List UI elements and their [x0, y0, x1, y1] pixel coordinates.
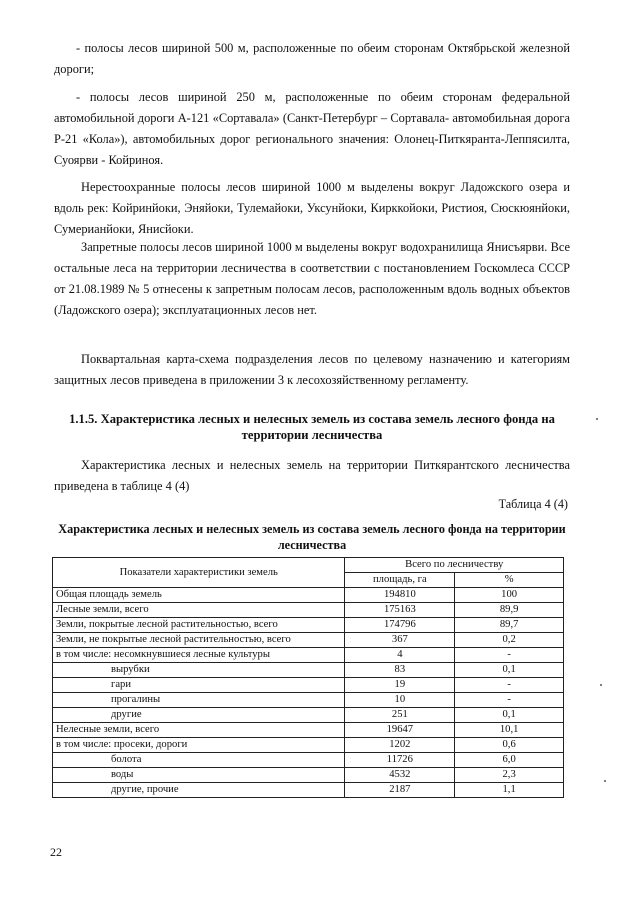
row-label: болота [53, 753, 345, 768]
table-row [53, 603, 564, 618]
table-row [53, 768, 564, 783]
row-label: Земли, покрытые лесной растительностью, всего [53, 618, 345, 633]
paragraph-railway-strips: - полосы лесов шириной 500 м, расположенные по обеим сторонам Октябрьской железной дороги; [54, 41, 570, 76]
row-area: 2187 [345, 783, 455, 798]
row-area: 10 [345, 693, 455, 708]
row-label: в том числе: несомкнувшиеся лесные культуры [53, 648, 345, 663]
row-area: 4 [345, 648, 455, 663]
row-label: Лесные земли, всего [53, 603, 345, 618]
row-area: 174796 [345, 618, 455, 633]
table-row [53, 738, 564, 753]
header-percent: % [455, 573, 564, 588]
row-label: другие [53, 708, 345, 723]
row-area: 1202 [345, 738, 455, 753]
table-row [53, 618, 564, 633]
row-label: воды [53, 768, 345, 783]
table-row [53, 693, 564, 708]
section-paragraph: Характеристика лесных и нелесных земель на территории Питкярантского лесничества приведена в таблице 4 (4) [54, 458, 570, 493]
row-percent: 0,6 [455, 738, 564, 753]
row-label: другие, прочие [53, 783, 345, 798]
row-label: в том числе: просеки, дороги [53, 738, 345, 753]
row-percent: 0,1 [455, 708, 564, 723]
section-heading: 1.1.5. Характеристика лесных и нелесных земель из состава земель лесного фонда на территории лесничества [69, 412, 555, 442]
table-row [53, 708, 564, 723]
scan-speck [600, 684, 602, 686]
row-percent: - [455, 648, 564, 663]
row-area: 367 [345, 633, 455, 648]
row-label: Земли, не покрытые лесной растительностью, всего [53, 633, 345, 648]
row-percent: 0,2 [455, 633, 564, 648]
scan-speck [596, 418, 598, 420]
header-indicator: Показатели характеристики земель [53, 558, 345, 588]
row-area: 11726 [345, 753, 455, 768]
table-row [53, 633, 564, 648]
row-area: 4532 [345, 768, 455, 783]
page-number: 22 [50, 845, 62, 859]
paragraph-spawning-strips: Нерестоохранные полосы лесов шириной 1000 м выделены вокруг Ладожского озера и вдоль рек: Койринйоки, Эняйоки, Тулемайоки, Уксунйоки, Кирккойоки, Ристиоя, Сюскюянйоки, Сумерианйоки, Янисйоки. [54, 180, 570, 236]
table-row [53, 648, 564, 663]
row-percent: 0,1 [455, 663, 564, 678]
table-row [53, 783, 564, 798]
paragraph-prohibited-strips: Запретные полосы лесов шириной 1000 м выделены вокруг водохранилища Янисъярви. Все остальные леса на территории лесничества в соответствии с постановлением Госкомлеса СССР от 21.08.1989 № 5 отнесены к запретным полосам лесов, расположенным вдоль водных объектов (Ладожского озера); эксплуатационных лесов нет. [54, 240, 570, 317]
scan-speck [604, 780, 606, 782]
row-percent: 6,0 [455, 753, 564, 768]
table-row [53, 678, 564, 693]
header-area: площадь, га [345, 573, 455, 588]
paragraph-road-strips: - полосы лесов шириной 250 м, расположенные по обеим сторонам федеральной автомобильной дороги А-121 «Сортавала» (Санкт-Петербург – Сортавала- автомобильная дорога Р-21 «Кола»), автомобильных дорог регионального значения: Олонец-Питкяранта-Леппясилта, Суоярви - Койриноя. [54, 90, 570, 167]
table-row [53, 588, 564, 603]
row-percent: 2,3 [455, 768, 564, 783]
row-area: 175163 [345, 603, 455, 618]
table-row [53, 663, 564, 678]
row-label: Общая площадь земель [53, 588, 345, 603]
row-percent: 10,1 [455, 723, 564, 738]
row-percent: - [455, 678, 564, 693]
row-percent: 100 [455, 588, 564, 603]
row-percent: 89,7 [455, 618, 564, 633]
row-area: 194810 [345, 588, 455, 603]
table-row [53, 753, 564, 768]
row-label: Нелесные земли, всего [53, 723, 345, 738]
paragraph-map-reference: Поквартальная карта-схема подразделения лесов по целевому назначению и категориям защитных лесов приведена в приложении 3 к лесохозяйственному регламенту. [54, 352, 570, 387]
land-characteristics-table [52, 557, 564, 798]
header-total: Всего по лесничеству [345, 558, 564, 573]
row-percent: - [455, 693, 564, 708]
table-caption: Таблица 4 (4) [498, 497, 568, 511]
row-area: 83 [345, 663, 455, 678]
row-label: прогалины [53, 693, 345, 708]
row-label: гари [53, 678, 345, 693]
row-percent: 1,1 [455, 783, 564, 798]
row-area: 251 [345, 708, 455, 723]
row-area: 19 [345, 678, 455, 693]
row-area: 19647 [345, 723, 455, 738]
table-row [53, 723, 564, 738]
row-label: вырубки [53, 663, 345, 678]
table-title: Характеристика лесных и нелесных земель из состава земель лесного фонда на территории лесничества [58, 522, 566, 552]
row-percent: 89,9 [455, 603, 564, 618]
